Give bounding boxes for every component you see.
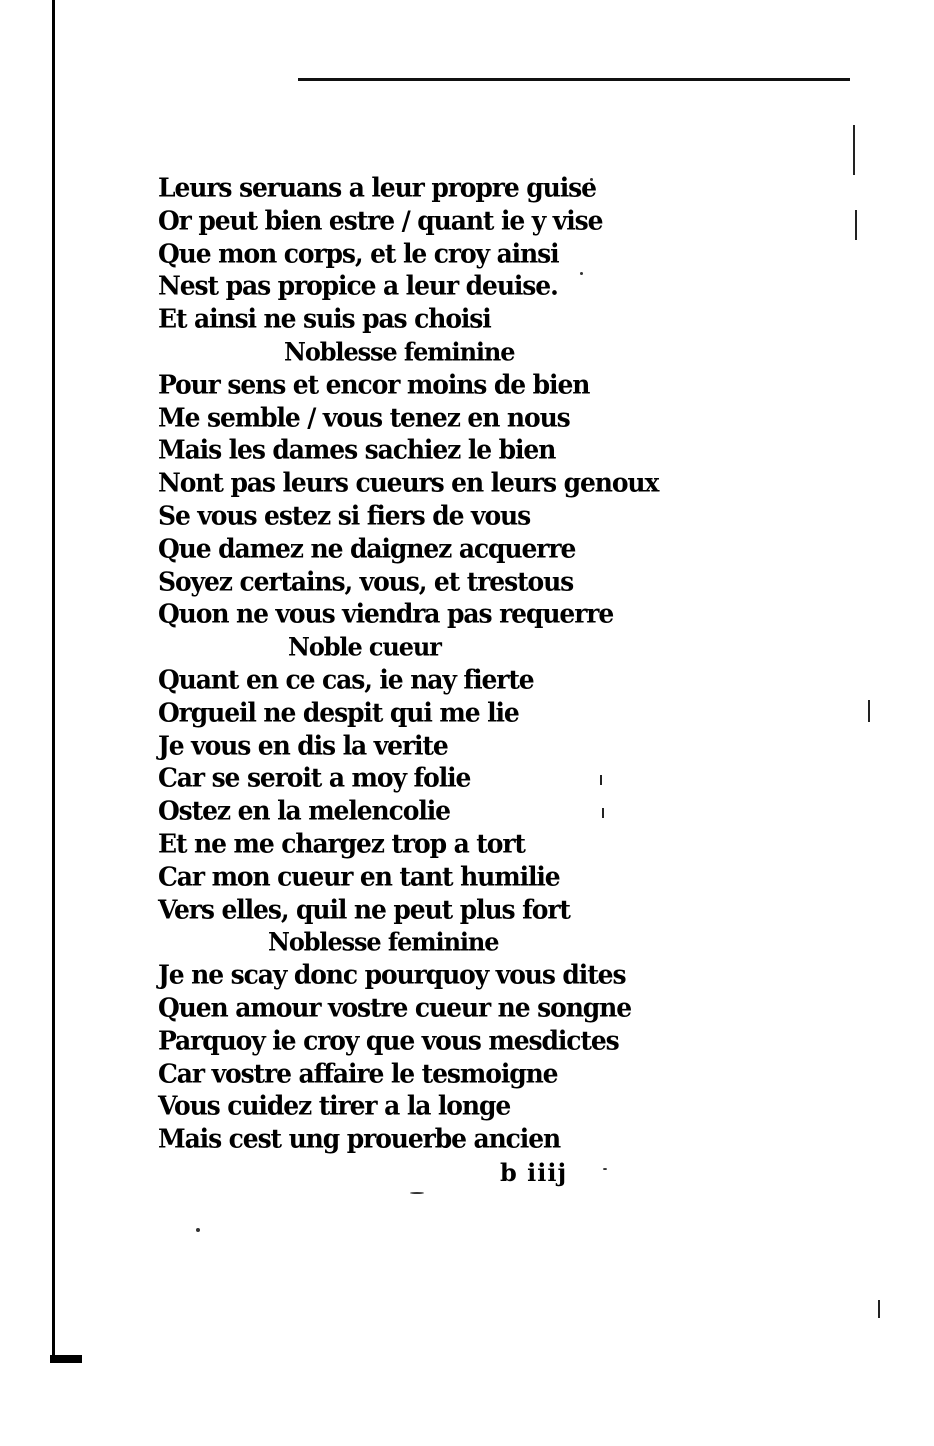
verse-line: Car se seroit a moy folie [158,762,471,794]
verse-line: Vers elles, quil ne peut plus fort [158,893,570,925]
verse-line: Car vostre affaire le tesmoigne [158,1057,558,1089]
verse-line: Et ainsi ne suis pas choisi [158,303,491,334]
verse-line: Mais cest ung prouerbe ancien [158,1123,561,1154]
verse-line: Me semble / vous tenez en nous [158,401,570,433]
signature-mark: b iiij [500,1158,568,1187]
verse-line: Je ne scay donc pourquoy vous dites [158,959,626,990]
speaker-heading: Noblesse feminine [284,336,515,367]
verse-line: Nest pas propice a leur deuise. [158,270,558,302]
verse-line: Que mon corps, et le croy ainsi [158,237,559,269]
verse-line: Leurs seruans a leur propre guise [158,172,596,203]
verse-block [158,172,659,1156]
verse-line: Pour sens et encor moins de bien [158,369,590,400]
page-left-foot [50,1355,82,1363]
page-left-edge [52,0,55,1362]
verse-line: Que damez ne daignez acquerre [158,532,576,564]
verse-line: Ostez en la melencolie [158,795,450,826]
verse-line: Car mon cueur en tant humilie [158,860,560,892]
verse-line: Soyez certains, vous, et trestous [158,565,574,597]
verse-line: Quon ne vous viendra pas requerre [158,598,614,630]
verse-line: Parquoy ie croy que vous mesdictes [158,1024,619,1056]
speaker-heading: Noblesse feminine [268,926,499,958]
speck [196,1228,200,1232]
page-top-rule [298,78,850,81]
verse-line: Vous cuidez tirer a la longe [158,1090,511,1121]
verse-line: Quant en ce cas, ie nay fierte [158,664,534,695]
verse-line: Orgueil ne despit qui me lie [158,696,519,728]
verse-line: Je vous en dis la verite [158,729,448,761]
verse-line: Et ne me chargez trop a tort [158,828,525,859]
verse-line: Nont pas leurs cueurs en leurs genoux [158,467,659,498]
verse-line: Se vous estez si fiers de vous [158,500,531,531]
verse-line: Or peut bien estre / quant ie y vise [158,205,603,236]
speck [603,1168,607,1170]
verse-line: Quen amour vostre cueur ne songne [158,992,632,1023]
verse-line: Mais les dames sachiez le bien [158,434,556,466]
speaker-heading: Noble cueur [288,631,441,662]
speck [410,1192,424,1194]
